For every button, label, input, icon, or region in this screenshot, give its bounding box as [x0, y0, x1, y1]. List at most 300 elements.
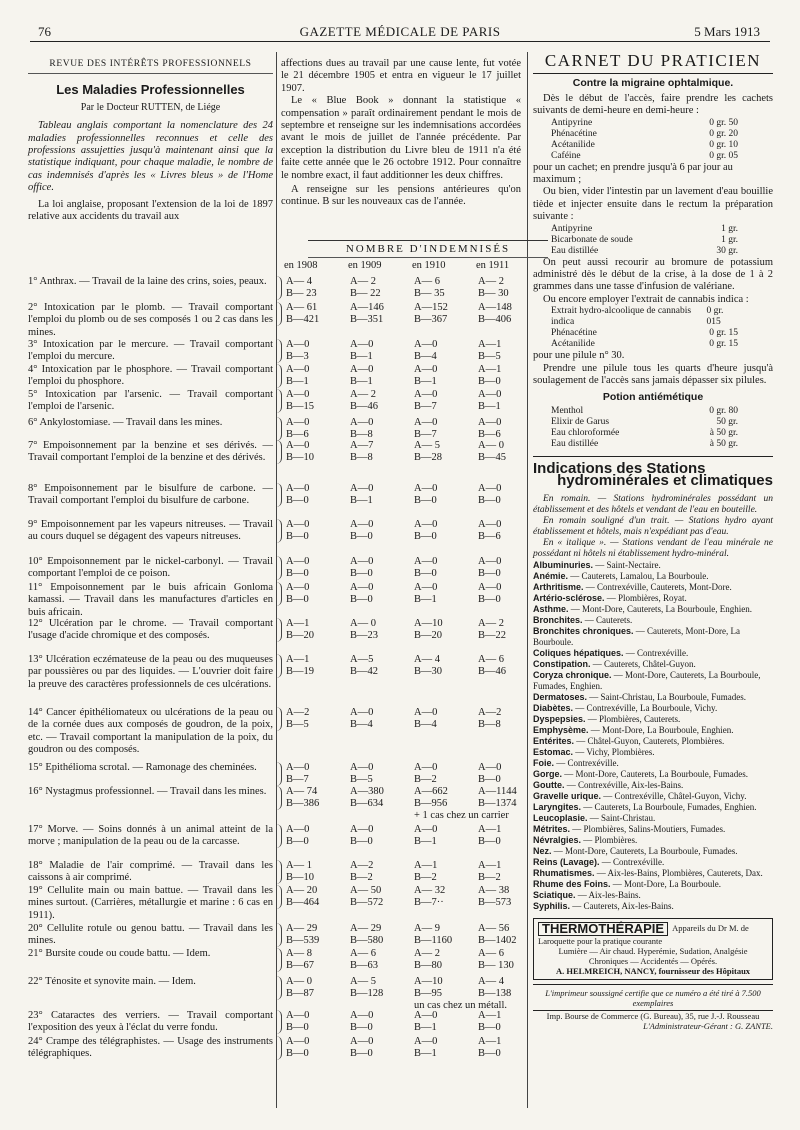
value-cell-b: B—0	[478, 594, 501, 605]
value-cell-b: B—128	[350, 988, 384, 999]
stations: Aix-les-Bains, Plombières, Cauterets, Dax.	[607, 867, 763, 878]
station-entry	[533, 692, 773, 703]
value-cell-b: B—5	[286, 719, 309, 730]
prescription-item	[551, 118, 773, 129]
value-cell-a: A—1	[478, 364, 502, 375]
prescription-note: Prendre une pilule tous les quarts d'heure jusqu'à soulagement de l'accès sans jamais dépasser six pilules.	[533, 362, 773, 387]
condition: Reins (Lavage).	[533, 856, 600, 867]
stations: Mont-Dore, La Bourboule, Enghien.	[602, 724, 734, 735]
value-cell-b: B—4	[414, 351, 437, 362]
value-cell-a: A—1	[286, 618, 310, 629]
prescription-note: Ou bien, vider l'intestin par un lavement d'eau bouillie tiède et injecter ensuite dans le rectum la préparation suivante :	[533, 186, 773, 223]
stations: Plombières, Royat.	[618, 592, 687, 603]
value-cell-b: B—0	[286, 531, 309, 542]
value-cell-b: B—0	[414, 568, 437, 579]
value-cell-a: A—5	[350, 654, 374, 665]
station-entry	[533, 582, 773, 593]
article-title: Les Maladies Professionnelles	[56, 82, 245, 98]
value-cell-a: A—2	[286, 707, 310, 718]
value-cell-b: B—6	[478, 531, 501, 542]
value-cell-a: A— 29	[286, 923, 318, 934]
station-entry	[533, 813, 773, 824]
prescription-note: pour une pilule n° 30.	[533, 350, 625, 362]
value-cell-a: A—1	[478, 1036, 502, 1047]
column-rule-right	[527, 52, 528, 1108]
separator: —	[594, 867, 608, 878]
value-cell-a: A— 61	[286, 302, 318, 313]
value-cell-a: A— 9	[414, 923, 440, 934]
value-cell-b: B—20	[414, 630, 443, 641]
dose: 0 gr. 20	[709, 128, 738, 139]
value-cell-b: B—406	[478, 314, 512, 325]
ad-line: Lumière — Air chaud. Hyperémie, Sudation, Analgésie Chroniques — Accidentés — Opérés.	[558, 945, 748, 966]
stations: Saint-Christau, La Bourboule, Fumades.	[600, 691, 747, 702]
value-cell-b: B—0	[350, 836, 373, 847]
ingredient: Caféine	[551, 150, 581, 161]
condition: Rhume des Foins.	[533, 878, 611, 889]
value-cell-a: A— 2	[350, 389, 376, 400]
value-cell-b: B—0	[478, 836, 501, 847]
value-cell-b: B—80	[414, 960, 443, 971]
disease-label: 11° Empoisonnement par le buis africain Gonloma kamassi. — Travail dans les manufactures d'articles en buis africain.	[28, 582, 273, 618]
ingredient: Eau distillée	[551, 438, 599, 449]
prescription-item	[551, 129, 773, 140]
value-cell-b: B—1	[350, 376, 373, 387]
condition: Constipation.	[533, 658, 591, 669]
condition: Coliques hépatiques.	[533, 647, 624, 658]
value-cell-a: A—0	[414, 707, 438, 718]
value-cell-a: A— 56	[478, 923, 510, 934]
row-brace	[276, 860, 282, 884]
value-cell-a: A— 6	[478, 654, 504, 665]
migraine-intro: Dès le début de l'accès, faire prendre les cachets suivants de demi-heure en demi-heure :	[533, 92, 773, 117]
value-cell-a: A—0	[286, 483, 310, 494]
station-entry	[533, 648, 773, 659]
migraine-title: Contre la migraine ophtalmique.	[572, 77, 734, 90]
ingredient: Phénacétine	[551, 328, 597, 339]
value-cell-a: A—0	[286, 1036, 310, 1047]
condition: Anémie.	[533, 570, 569, 581]
value-cell-b: B—0	[350, 1048, 373, 1059]
value-cell-a: A— 29	[350, 923, 382, 934]
value-cell-a: A—0	[414, 1010, 438, 1021]
value-cell-a: A—0	[350, 1036, 374, 1047]
station-entry	[533, 769, 773, 780]
stations: Contrexéville, Aix-les-Bains.	[578, 779, 684, 790]
row-brace	[276, 948, 282, 972]
value-cell-b: B—95	[414, 988, 443, 999]
value-cell-a: A—0	[286, 519, 310, 530]
separator: —	[633, 625, 648, 636]
value-cell-b: B—7	[286, 774, 309, 785]
station-entry	[533, 747, 773, 758]
separator: —	[587, 691, 601, 702]
disease-label: 23° Cataractes des verriers. — Travail comportant l'exposition des yeux à l'éclat du verre fondu.	[28, 1010, 273, 1034]
value-cell-a: A—0	[478, 417, 502, 428]
value-cell-a: A— 4	[286, 276, 312, 287]
value-cell-a: A—0	[286, 417, 310, 428]
row-brace	[276, 302, 282, 326]
stations: Plombières.	[594, 834, 638, 845]
value-cell-a: A—0	[350, 556, 374, 567]
value-cell-a: A— 8	[286, 948, 312, 959]
row-brace	[276, 654, 282, 678]
value-cell-b: B—1	[286, 376, 309, 387]
ingredient: Extrait hydro-alcoolique de cannabis indica	[551, 306, 692, 328]
value-cell-b: B—6	[286, 429, 309, 440]
value-cell-a: A—0	[414, 556, 438, 567]
disease-label: 14° Cancer épithéliomateux ou ulcérations de la peau ou de la cornée dues aux composés de goudron, de la poix, etc. — Travail comportant la manipulation de la poix, du goudron ou des composés.	[28, 707, 273, 755]
disease-label: 12° Ulcération par le chrome. — Travail comportant l'usage d'acide chromique et des composés.	[28, 618, 273, 642]
prescription-item	[551, 417, 773, 428]
article-left-column	[28, 58, 273, 223]
stations: Plombières, Cauterets.	[599, 713, 681, 724]
print-certification: L'imprimeur soussigné certifie que ce numéro a été tiré à 7.500 exemplaires	[545, 987, 761, 1008]
value-cell-a: A—0	[286, 364, 310, 375]
value-cell-b: B—0	[414, 531, 437, 542]
disease-label: 7° Empoisonnement par la benzine et ses dérivés. — Travail comportant l'emploi de la benzine et des dérivés.	[28, 440, 273, 464]
value-cell-a: A—0	[286, 762, 310, 773]
value-cell-b: B—7··	[414, 897, 444, 908]
row-brace	[276, 923, 282, 947]
condition: Foie.	[533, 757, 555, 768]
disease-label: 19° Cellulite main ou main battue. — Travail dans les mines surtout. (Carrières, métallurgie et marine : 6 cas en 1911).	[28, 885, 273, 921]
stations: Aix-les-Bains.	[588, 889, 641, 900]
value-cell-b: B—0	[414, 495, 437, 506]
value-cell-b: B—634	[350, 798, 384, 809]
dose: 30 gr.	[716, 245, 738, 256]
condition: Métrites.	[533, 823, 571, 834]
thermotherapie-ad	[533, 918, 773, 980]
separator: —	[581, 834, 595, 845]
stations-legend: En romain. — Stations hydrominérales possédant un établissement et des hôtels et vendant de l'eau en bouteille.	[533, 493, 773, 515]
stations: Saint-Christau.	[601, 812, 656, 823]
separator: —	[611, 669, 626, 680]
value-cell-b: B—1	[414, 376, 437, 387]
station-entry	[533, 571, 773, 582]
value-cell-a: A—0	[286, 440, 310, 451]
stations: Contrexéville, La Bourboule, Vichy.	[586, 702, 718, 713]
station-entry	[533, 758, 773, 769]
prescription-list	[533, 306, 773, 350]
station-entry	[533, 846, 773, 857]
dose: 0 gr. 15	[709, 339, 738, 350]
value-cell-a: A— 6	[478, 948, 504, 959]
value-cell-b: B—138	[478, 988, 512, 999]
separator: —	[587, 812, 602, 823]
condition: Diabètes.	[533, 702, 574, 713]
condition: Nez.	[533, 845, 552, 856]
disease-label: 10° Empoisonnement par le nickel-carbonyl. — Travail comportant l'emploi de ce poison.	[28, 556, 273, 580]
separator: —	[570, 900, 584, 911]
value-cell-a: A—0	[350, 1010, 374, 1021]
separator: —	[604, 592, 619, 603]
ingredient: Menthol	[551, 405, 584, 416]
value-cell-a: A—0	[350, 483, 374, 494]
value-cell-a: A—0	[286, 1010, 310, 1021]
article-lede: Tableau anglais comportant la nomenclature des 24 maladies professionnelles reconnues et celle des professions assujetties jusqu'à maintenant ainsi que la statistique indiquant, pour chaque maladie, le nombre de cas indemnisés d'après les « Livres bleus » de l'Home office.	[28, 120, 273, 194]
disease-label: 21° Bursite coude ou coude battu. — Idem.	[28, 948, 211, 959]
value-cell-a: A—0	[350, 364, 374, 375]
separator: —	[585, 713, 600, 724]
value-cell-b: B—572	[350, 897, 384, 908]
stations: Cauterets, Aix-les-Bains.	[583, 900, 674, 911]
station-entry	[533, 560, 773, 571]
station-entry	[533, 890, 773, 901]
row-brace	[276, 885, 282, 909]
value-cell-a: A— 2	[350, 276, 376, 287]
disease-label: 9° Empoisonnement par les vapeurs nitreuses. — Travail au cours duquel se dégagent des vapeurs nitreuses.	[28, 519, 273, 543]
condition: Rhumatismes.	[533, 867, 595, 878]
value-cell-b: B—0	[286, 836, 309, 847]
value-cell-a: A— 1	[286, 860, 312, 871]
year-header: en 1908	[284, 260, 318, 271]
value-cell-b: B—2	[350, 872, 373, 883]
value-cell-b: B— 30	[478, 288, 509, 299]
row-brace	[276, 762, 282, 786]
station-entry	[533, 615, 773, 626]
year-header: en 1910	[412, 260, 446, 271]
separator: —	[593, 559, 607, 570]
value-cell-a: A—1	[286, 654, 310, 665]
stations: Châtel-Guyon, Cauterets, Plombières.	[587, 735, 725, 746]
value-cell-b: B—5	[350, 774, 373, 785]
separator: —	[582, 614, 597, 625]
value-cell-b: B—1	[350, 351, 373, 362]
value-cell-a: A—1	[478, 1010, 502, 1021]
row-brace	[276, 440, 282, 464]
stations: Cauterets, Lamalou, La Bourboule.	[581, 570, 709, 581]
value-cell-b: B—23	[350, 630, 379, 641]
value-cell-a: A—0	[478, 556, 502, 567]
value-cell-a: A— 74	[286, 786, 318, 797]
page-header	[30, 22, 770, 42]
stations: Mont-Dore, La Bourboule.	[624, 878, 721, 889]
disease-label: 20° Cellulite rotule ou genou battu. — Travail dans les mines.	[28, 923, 273, 947]
value-cell-b: B—1160	[414, 935, 453, 946]
value-cell-a: A—0	[414, 762, 438, 773]
separator: —	[599, 856, 614, 867]
station-entry	[533, 670, 773, 692]
value-cell-a: A—10	[414, 976, 443, 987]
disease-label: 6° Ankylostomiase. — Travail dans les mines.	[28, 417, 223, 428]
value-cell-a: A—0	[414, 1036, 438, 1047]
value-cell-a: A—0	[350, 762, 374, 773]
dose: à 50 gr.	[709, 438, 738, 449]
stations: Cauterets, Châtel-Guyon.	[604, 658, 696, 669]
article-middle-column	[281, 58, 521, 209]
value-cell-a: A—380	[350, 786, 384, 797]
prescription-item	[551, 428, 773, 439]
value-cell-a: A— 4	[414, 654, 440, 665]
value-cell-b: B—67	[286, 960, 315, 971]
condition: Arthritisme.	[533, 581, 584, 592]
row-brace	[276, 364, 282, 388]
value-cell-b: B—1	[414, 836, 437, 847]
stations: Contrexéville, Cauterets, Mont-Dore.	[597, 581, 732, 592]
condition: Albuminuries.	[533, 559, 594, 570]
value-cell-b: B—87	[286, 988, 315, 999]
value-cell-b: B—580	[350, 935, 384, 946]
value-cell-b: B—956	[414, 798, 448, 809]
ad-brand: THERMOTHÉRAPIE	[538, 922, 668, 936]
stations: Plombières, Salins-Moutiers, Fumades.	[583, 823, 726, 834]
station-entry	[533, 659, 773, 670]
section-heading: REVUE DES INTÉRÊTS PROFESSIONNELS	[28, 58, 273, 74]
separator: —	[590, 658, 604, 669]
value-cell-b: B—15	[286, 401, 315, 412]
stations: Saint-Nectaire.	[606, 559, 661, 570]
value-cell-b: B—0	[478, 495, 501, 506]
disease-label: 1° Anthrax. — Travail de la laine des crins, soies, peaux.	[28, 276, 267, 287]
separator: —	[568, 570, 582, 581]
condition: Dermatoses.	[533, 691, 588, 702]
disease-label: 13° Ulcération eczémateuse de la peau ou des muqueuses par poussières ou par des liquides. — L'ouvrier doit faire la preuve des caractères professionnels de ces ulcérations.	[28, 654, 273, 690]
dose: 0 gr. 50	[709, 117, 738, 128]
value-cell-b: B—30	[414, 666, 443, 677]
dose: 0 gr. 015	[706, 306, 724, 328]
stations: Contrexéville.	[613, 856, 665, 867]
value-cell-b: B—4	[350, 719, 373, 730]
dose: 0 gr. 15	[709, 328, 738, 339]
value-cell-a: A— 0	[350, 618, 376, 629]
value-cell-a: A—0	[414, 364, 438, 375]
value-cell-b: B—3	[286, 351, 309, 362]
condition: Gorge.	[533, 768, 563, 779]
prescription-list	[533, 224, 773, 257]
condition: Emphysème.	[533, 724, 589, 735]
value-cell-a: A—0	[350, 339, 374, 350]
dose: 0 gr. 10	[709, 139, 738, 150]
value-cell-a: A—0	[350, 824, 374, 835]
stations: Cauterets, La Bourboule, Fumades, Enghien.	[594, 801, 757, 812]
value-cell-b: B—10	[286, 872, 315, 883]
article-paragraph: affections dues au travail par une cause lente, fut votée le 21 décembre 1905 et entra en vigueur le 17 juillet 1907.	[281, 58, 521, 94]
disease-label: 3° Intoxication par le mercure. — Travail comportant l'emploi du mercure.	[28, 339, 273, 363]
year-header: en 1909	[348, 260, 382, 271]
prescription-note: pour un cachet; en prendre jusqu'à 6 par jour au maximum ;	[533, 161, 733, 186]
value-cell-a: A—0	[478, 483, 502, 494]
value-cell-b: B—0	[478, 774, 501, 785]
value-cell-b: B—7	[414, 429, 437, 440]
value-cell-a: A—1144	[478, 786, 517, 797]
row-note: un cas chez un métall.	[414, 1000, 508, 1011]
value-cell-a: A—0	[286, 582, 310, 593]
value-cell-a: A—0	[478, 519, 502, 530]
journal-title: GAZETTE MÉDICALE DE PARIS	[299, 24, 501, 39]
value-cell-a: A—7	[350, 440, 374, 451]
value-cell-a: A—0	[286, 556, 310, 567]
condition: Asthme.	[533, 603, 569, 614]
value-cell-b: B—8	[350, 452, 373, 463]
value-cell-a: A—0	[414, 582, 438, 593]
separator: —	[623, 647, 638, 658]
value-cell-b: B—351	[350, 314, 384, 325]
station-entry	[533, 725, 773, 736]
prescription-list	[533, 406, 773, 450]
value-cell-b: B—46	[350, 401, 379, 412]
value-cell-b: B—0	[286, 594, 309, 605]
value-cell-a: A—1	[478, 860, 502, 871]
value-cell-b: B—46	[478, 666, 507, 677]
condition: Estomac.	[533, 746, 574, 757]
condition: Gravelle urique.	[533, 790, 602, 801]
value-cell-b: B— 23	[286, 288, 317, 299]
value-cell-a: A— 0	[478, 440, 504, 451]
value-cell-b: B—10	[286, 452, 315, 463]
disease-label: 15° Epithélioma scrotal. — Ramonage des cheminées.	[28, 762, 257, 773]
separator: —	[575, 889, 589, 900]
stations: Contrexéville.	[567, 757, 619, 768]
ingredient: Bicarbonate de soude	[551, 234, 633, 245]
prescription-item	[551, 339, 773, 350]
stations-title: Indications des Stations	[533, 456, 773, 475]
table-title: NOMBRE D'INDEMNISÉS	[308, 240, 548, 258]
separator: —	[562, 768, 576, 779]
station-entry	[533, 780, 773, 791]
disease-label: 22° Ténosite et synovite main. — Idem.	[28, 976, 196, 987]
station-entry	[533, 857, 773, 868]
prescription-list	[533, 118, 773, 162]
value-cell-b: B—45	[478, 452, 507, 463]
ingredient: Eau distillée	[551, 245, 599, 256]
disease-label: 5° Intoxication par l'arsenic. — Travail comportant l'emploi de l'arsenic.	[28, 389, 273, 413]
value-cell-b: B—2	[414, 872, 437, 883]
value-cell-a: A—148	[478, 302, 512, 313]
value-cell-a: A— 2	[478, 276, 504, 287]
condition: Entérites.	[533, 735, 575, 746]
row-brace	[276, 556, 282, 580]
prescription-item	[551, 328, 773, 339]
ingredient: Antipyrine	[551, 117, 593, 128]
prescription-item	[551, 406, 773, 417]
value-cell-a: A—0	[350, 519, 374, 530]
value-cell-a: A—0	[414, 483, 438, 494]
value-cell-a: A—662	[414, 786, 448, 797]
station-entry	[533, 736, 773, 747]
disease-label: 2° Intoxication par le plomb. — Travail comportant l'emploi du plomb ou de ses composés 1 ou 2 cas dans les mines.	[28, 302, 273, 338]
value-cell-a: A— 20	[286, 885, 318, 896]
value-cell-a: A— 6	[414, 276, 440, 287]
value-cell-b: B—0	[286, 1022, 309, 1033]
value-cell-b: B—0	[350, 1022, 373, 1033]
value-cell-a: A—0	[414, 339, 438, 350]
value-cell-b: B—0	[478, 1048, 501, 1059]
article-paragraph: A renseigne sur les pensions antérieures qu'on continue. B sur les nouveaux cas de l'année.	[281, 184, 521, 208]
station-entry	[533, 802, 773, 813]
stations: Contrexéville, Châtel-Guyon, Vichy.	[614, 790, 747, 801]
issue-date: 5 Mars 1913	[694, 24, 760, 39]
value-cell-a: A—1	[414, 860, 438, 871]
separator: —	[583, 581, 598, 592]
value-cell-b: B—1	[350, 495, 373, 506]
stations: Contrexéville.	[637, 647, 689, 658]
value-cell-b: B—19	[286, 666, 315, 677]
prescription-item	[551, 151, 773, 162]
value-cell-b: B—1	[414, 1048, 437, 1059]
value-cell-a: A— 32	[414, 885, 446, 896]
condition: Bronchites.	[533, 614, 583, 625]
article-paragraph: Le « Blue Book » donnant la statistique « compensation » paraît ordinairement pendant le mois de septembre et renseigne sur les indemnisations accordées avant le mois de juillet de l'année précédente. Par exception la distribution du Livre bleu de 1911 n'a été faite cette année que le 26 octobre 1912. Pour connaître le nombre exact, il faut additionner les deux chiffres.	[281, 95, 521, 181]
stations: Mont-Dore, Cauterets, La Bourboule, Enghien.	[582, 603, 752, 614]
dose: 0 gr. 80	[709, 405, 738, 416]
ad-line: Appareils du Dr M. de Laroquette pour la pratique courante	[538, 922, 749, 946]
value-cell-b: B—8	[350, 429, 373, 440]
separator: —	[564, 779, 578, 790]
value-cell-a: A—0	[478, 762, 502, 773]
value-cell-a: A—146	[350, 302, 384, 313]
article-paragraph: La loi anglaise, proposant l'extension de la loi de 1897 relative aux accidents du travail aux	[28, 198, 273, 223]
